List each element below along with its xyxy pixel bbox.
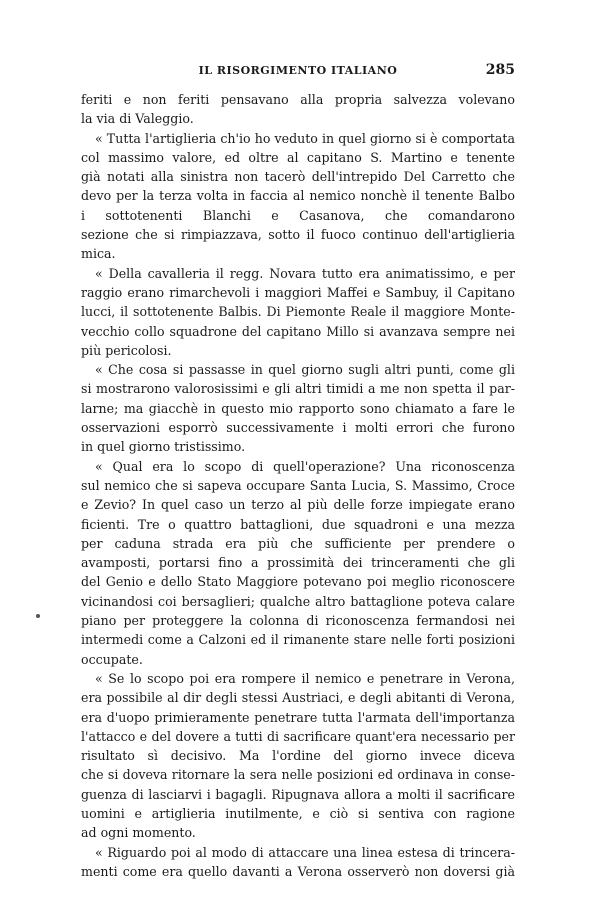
text-line: era possibile al dir degli stessi Austriaci, e degli abitanti di Verona, bbox=[81, 690, 515, 706]
text-line: osservazioni esporrò successivamente i molti errori che furono bbox=[81, 420, 515, 436]
text-line: per caduna strada era più che sufficiente per prendere o bbox=[81, 535, 515, 551]
text-line: « Che cosa si passasse in quel giorno sugli altri punti, come gli bbox=[95, 362, 515, 378]
text-line: che si doveva ritornare la sera nelle posizioni ed ordinava in conse- bbox=[81, 767, 515, 783]
text-line: vicinandosi coi bersaglieri; qualche altro battaglione poteva calare bbox=[81, 593, 515, 609]
text-line: ficienti. Tre o quattro battaglioni, due squadroni e una mezza bbox=[81, 516, 515, 532]
text-line: avamposti, portarsi fino a prossimità dei trinceramenti che gli bbox=[81, 555, 515, 571]
text-line: si mostrarono valorosissimi e gli altri timidi a me non spetta il par- bbox=[81, 381, 515, 397]
margin-mark bbox=[36, 614, 40, 618]
text-line: vecchio collo squadrone del capitano Millo si avanzava sempre nei bbox=[81, 323, 515, 339]
text-line: uomini e artiglieria inutilmente, e ciò si sentiva con ragione bbox=[81, 805, 515, 821]
page-header bbox=[81, 64, 515, 84]
body-text bbox=[81, 90, 515, 881]
text-line: piano per proteggere la colonna di riconoscenza fermandosi nei bbox=[81, 613, 515, 629]
text-line: occupate. bbox=[81, 651, 143, 667]
page-number: 285 bbox=[485, 62, 515, 78]
text-line: l'attacco e del dovere a tutti di sacrificare quant'era necessario per bbox=[81, 728, 515, 744]
text-line: i sottotenenti Blanchi e Casanova, che comandarono bbox=[81, 207, 515, 223]
text-line: col massimo valore, ed oltre al capitano S. Martino e tenente bbox=[81, 149, 515, 165]
text-line: intermedi come a Calzoni ed il rimanente stare nelle forti posizioni bbox=[81, 632, 515, 648]
text-line: larne; ma giacchè in questo mio rapporto sono chiamato a fare le bbox=[81, 400, 515, 416]
text-line: e Zevio? In quel caso un terzo al più delle forze impiegate erano bbox=[81, 497, 515, 513]
text-line: menti come era quello davanti a Verona osserverò non doversi già bbox=[81, 863, 515, 879]
text-line: risultato sì decisivo. Ma l'ordine del giorno invece diceva bbox=[81, 748, 515, 764]
text-line: « Qual era lo scopo di quell'operazione? Una riconoscenza bbox=[95, 458, 515, 474]
text-line: ad ogni momento. bbox=[81, 825, 196, 841]
text-line: guenza di lasciarvi i bagagli. Ripugnava allora a molti il sacrificare bbox=[81, 786, 515, 802]
text-line: « Se lo scopo poi era rompere il nemico e penetrare in Verona, bbox=[95, 670, 515, 686]
text-line: devo per la terza volta in faccia al nemico nonchè il tenente Balbo bbox=[81, 188, 515, 204]
text-line: raggio erano rimarchevoli i maggiori Maffei e Sambuy, il Capitano bbox=[81, 284, 515, 300]
text-line: feriti e non feriti pensavano alla propria salvezza volevano bbox=[81, 92, 515, 107]
text-line: lucci, il sottotenente Balbis. Di Piemonte Reale il maggiore Monte- bbox=[81, 304, 515, 320]
text-line: già notati alla sinistra non tacerò dell'intrepido Del Carretto che bbox=[81, 169, 515, 185]
text-line: del Genio e dello Stato Maggiore potevano poi meglio riconoscere bbox=[81, 574, 515, 590]
text-line: era d'uopo primieramente penetrare tutta l'armata dell'importanza bbox=[81, 709, 515, 725]
text-line: la via di Valeggio. bbox=[81, 111, 194, 127]
text-line: « Riguardo poi al modo di attaccare una linea estesa di trincera- bbox=[95, 844, 515, 860]
running-title: IL RISORGIMENTO ITALIANO bbox=[198, 64, 398, 77]
text-line: « Della cavalleria il regg. Novara tutto era animatissimo, e per bbox=[95, 265, 515, 281]
text-line: sezione che si rimpiazzava, sotto il fuoco continuo dell'artiglieria bbox=[81, 227, 515, 243]
text-line: « Tutta l'artiglieria ch'io ho veduto in quel giorno si è comportata bbox=[95, 130, 515, 146]
text-line: mica. bbox=[81, 246, 116, 262]
text-line: in quel giorno tristissimo. bbox=[81, 439, 246, 455]
text-line: sul nemico che si sapeva occupare Santa Lucia, S. Massimo, Croce bbox=[81, 477, 515, 493]
text-line: più pericolosi. bbox=[81, 342, 172, 358]
